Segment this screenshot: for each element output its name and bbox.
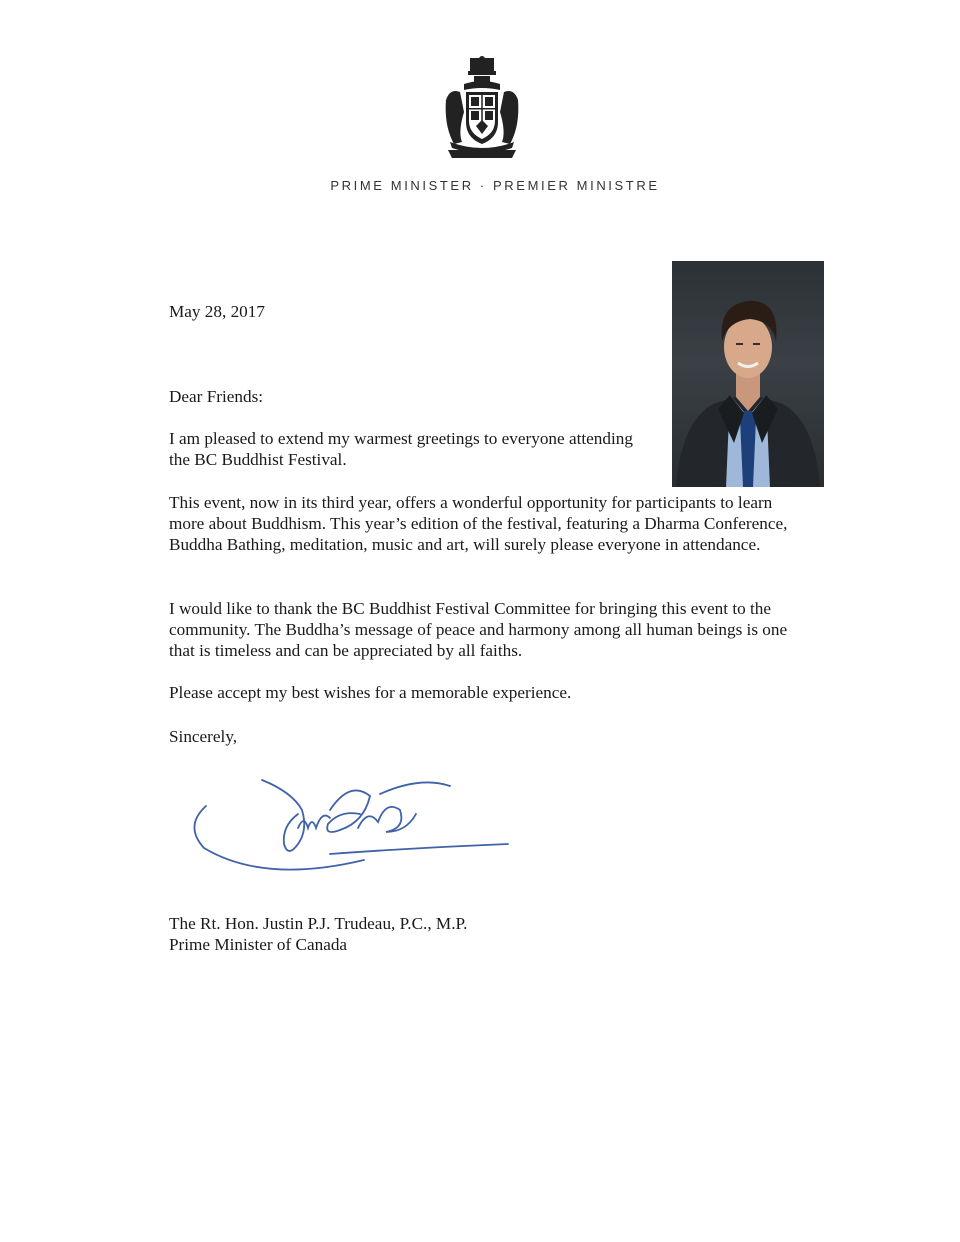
closing: Sincerely, [169,727,238,746]
salutation: Dear Friends: [169,387,264,406]
signature [180,770,520,886]
office-header: PRIME MINISTER · PREMIER MINISTRE [330,178,660,193]
portrait-photo [672,261,824,487]
paragraph: I am pleased to extend my warmest greetings to everyone attending the BC Buddhist Festival. [169,429,633,470]
portrait-illustration [672,261,824,487]
signer-name: The Rt. Hon. Justin P.J. Trudeau, P.C., M.P. [169,914,468,933]
letter-date: May 28, 2017 [169,302,265,321]
coat-of-arms-icon [440,56,524,160]
paragraph: This event, now in its third year, offers a wonderful opportunity for participants to learn more about Buddhism. This year’s edition of the festival, featuring a Dharma Conference, Buddha Bathing, meditation, music and art, will surely please everyone in attendance. [169,493,788,555]
paragraph: Please accept my best wishes for a memorable experience. [169,683,572,702]
paragraph: I would like to thank the BC Buddhist Festival Committee for bringing this event to the community. The Buddha’s message of peace and harmony among all human beings is one that is timeless and can be appreciated by all faiths. [169,599,788,661]
signer-title: Prime Minister of Canada [169,935,348,954]
